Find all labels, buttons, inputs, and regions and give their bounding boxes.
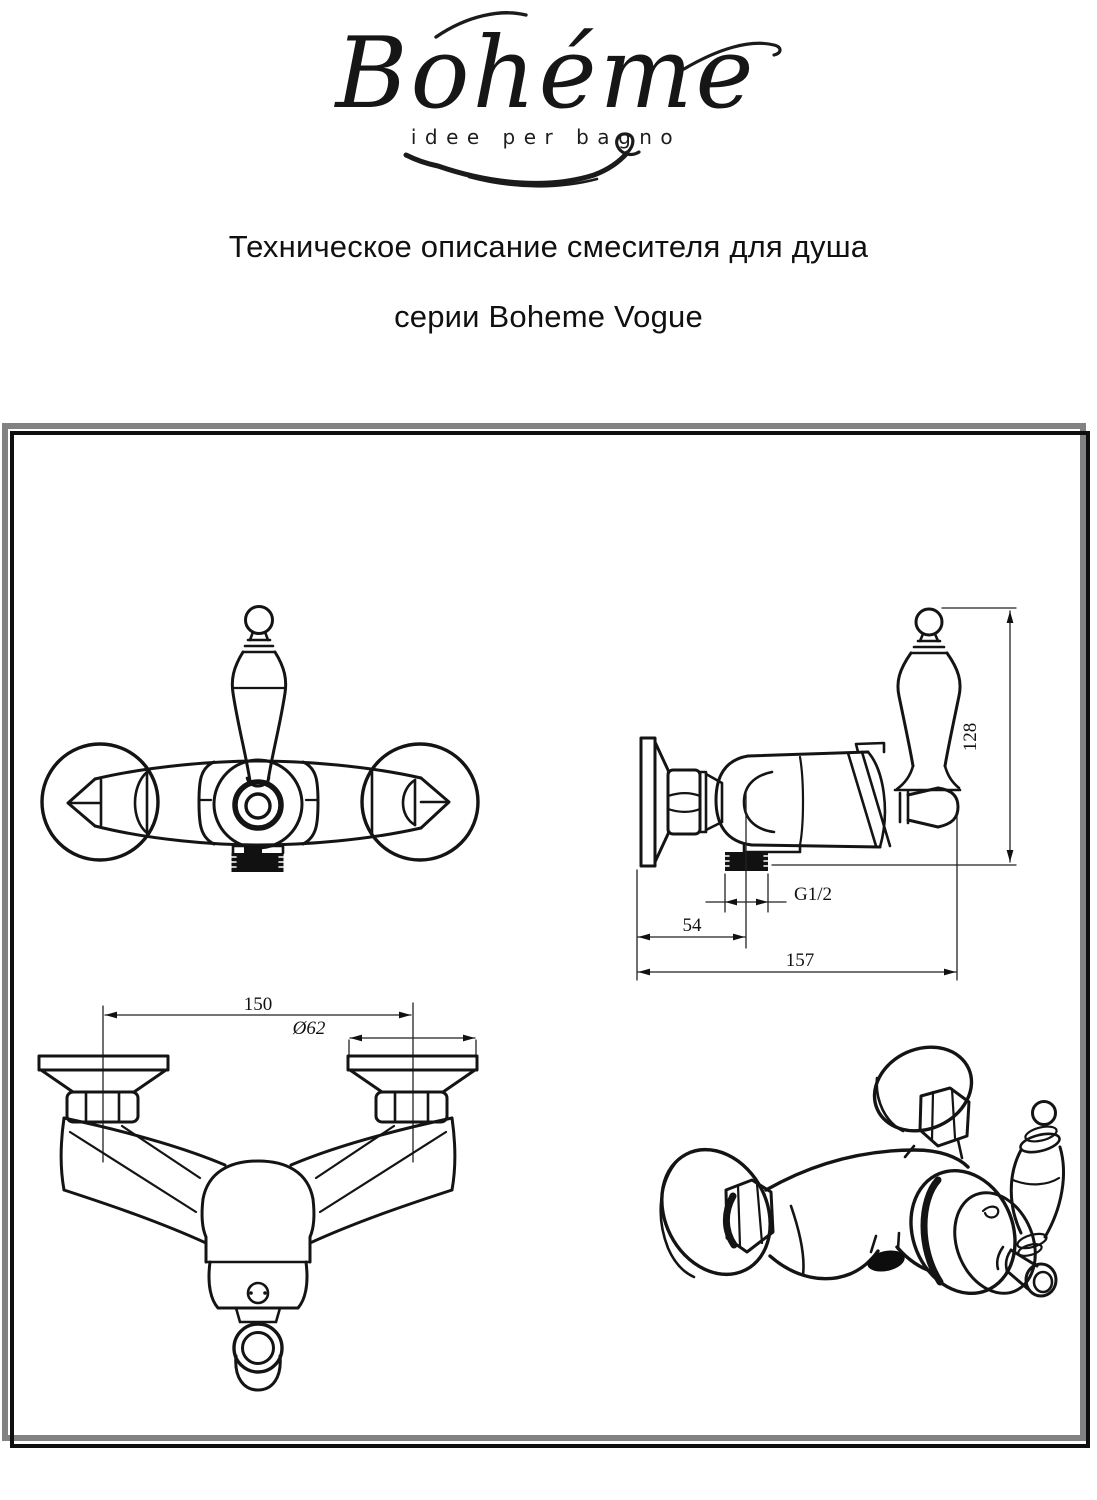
dim-centers-label: 150 [243,994,273,1015]
brand-wordmark: Bohéme [335,17,757,131]
brand-tagline: idee per bagno [410,125,682,149]
dim-flange-diameter-label: Ø62 [292,1018,326,1039]
drawing-frame-inner [10,431,1090,1448]
dim-thread-label: G1/2 [794,884,832,905]
dim-wall-offset-label: 54 [682,915,702,936]
document-title-line2: серии Boheme Vogue [394,299,703,334]
dim-depth-label: 157 [785,950,815,971]
document-title-line1: Техническое описание смесителя для душа [228,229,869,264]
dim-height-label: 128 [960,722,981,752]
brand-logo [288,2,808,202]
